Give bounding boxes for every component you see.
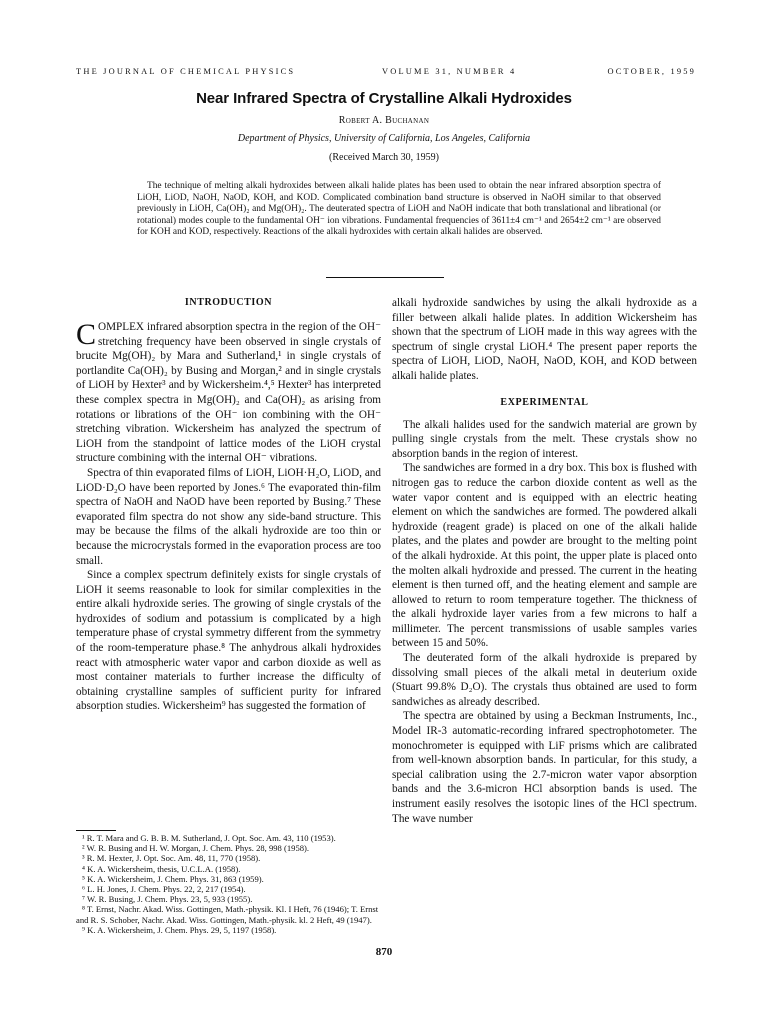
received-date: (Received March 30, 1959): [329, 152, 439, 163]
left-column: [76, 296, 381, 714]
page-number: 870: [375, 946, 393, 958]
footnote: ⁵ K. A. Wickersheim, J. Chem. Phys. 31, 863 (1959).: [82, 873, 264, 884]
paragraph: Spectra of thin evaporated films of LiOH, LiOH·H₂O, LiOD, and LiOD·D₂O have been reported by Jones.⁶ The evaporated thin-film spectra of NaOH and NaOD have been reported by Busing.⁷ These evaporated film spectra do not show any side-band structure. This may be because the films of the alkali hydroxide are too thin or because the microcrystals formed in the evaporation process are too small.: [76, 466, 381, 567]
paragraph-text: OMPLEX infrared absorption spectra in the region of the OH⁻ stretching frequency have been observed in single crystals of brucite Mg(OH)₂ by Mara and Sutherland,¹ in single crystals of portlandite Ca(OH)₂ by Busing and Morgan,² and in single crystals of LiOH by Hexter³ and by Wickersheim.⁴,⁵ Hexter³ has interpreted these complex spectra in Mg(OH)₂ and Ca(OH)₂ as arising from rotations or librations of the OH⁻ ion combining with the OH⁻ stretching vibration. Wickersheim has analyzed the spectrum of LiOH from the standpoint of lattice modes of the LiOH crystal structure combining with the internal OH⁻ vibrations.: [76, 321, 381, 465]
paper-title: Near Infrared Spectra of Crystalline Alkali Hydroxides: [196, 90, 572, 107]
paragraph: The alkali halides used for the sandwich material are grown by pulling single crystals from the melt. These crystals show no absorption bands in the region of interest.: [392, 418, 697, 460]
footnote: ² W. R. Busing and H. W. Morgan, J. Chem. Phys. 28, 998 (1958).: [82, 843, 310, 854]
right-column: [392, 296, 697, 826]
paragraph: The sandwiches are formed in a dry box. This box is flushed with nitrogen gas to reduce the carbon dioxide content as well as the water vapor content and is equipped with an electric heating element on which the sandwiches are formed. The powdered alkali hydroxide (reagent grade) is placed on one of the alkali halide plates, and the plates and powder are brought to the melting point of the alkali hydroxide. At this point, the upper plate is placed onto the molten alkali hydroxide and pressed. The current in the heating element is then turned off, and the heating element and sample are allowed to return to room temperature together. The thickness of the alkali hydroxide layer varies from a few microns to half a millimeter. The percent transmissions of usable samples varies between 15 and 50%.: [392, 462, 697, 650]
footnote: ⁹ K. A. Wickersheim, J. Chem. Phys. 29, 5, 1197 (1958).: [82, 924, 277, 935]
footnote-divider: [76, 830, 116, 831]
abstract: The technique of melting alkali hydroxides between alkali halide plates has been used to obtain the near infrared absorption spectra of LiOH, LiOD, NaOH, NaOD, KOH, and KOD. Complicated combination band structure is observed in NaOH similar to that observed previously in LiOH, Ca(OH)₂ and Mg(OH)₂. The deuterated spectra of LiOH and NaOH indicate that both translational and librational (or rotational) modes couple to the fundamental OH⁻ ion vibrations. Fundamental frequencies of 3611±4 cm⁻¹ and 2654±2 cm⁻¹ are observed for KOH and KOD, respectively. Reactions of the alkali hydroxides with certain alkali halides are observed.: [137, 181, 661, 237]
footnote: ⁸ T. Ernst, Nachr. Akad. Wiss. Gottingen, Math.-physik. Kl. I Heft, 76 (1946); T. Ernst and R. S. Schober, Nachr. Akad. Wiss. Gottingen, Math.-physik. kl. 2 Heft, 49 (1947).: [76, 904, 379, 925]
footnote: ⁶ L. H. Jones, J. Chem. Phys. 22, 2, 217 (1954).: [82, 884, 246, 895]
paragraph: The spectra are obtained by using a Beckman Instruments, Inc., Model IR-3 automatic-recording infrared spectrophotometer. The monochrometer is equipped with LiF prisms which are calibrated from well-known absorption bands. In particular, for this study, a special calibration using the 2.7-micron water vapor absorption bands and the 3.6-micron HCl absorption bands is used. The instrument easily resolves the isotopic lines of the HCl spectrum. The wave number: [392, 710, 697, 825]
issue-date: OCTOBER, 1959: [607, 67, 696, 76]
journal-name: THE JOURNAL OF CHEMICAL PHYSICS: [76, 67, 296, 76]
author-name: Robert A. Buchanan: [338, 115, 430, 126]
footnotes: [76, 830, 381, 935]
section-heading-introduction: INTRODUCTION: [184, 297, 273, 308]
volume-number: VOLUME 31, NUMBER 4: [382, 67, 517, 76]
footnote: ⁷ W. R. Busing, J. Chem. Phys. 23, 5, 933 (1955).: [82, 894, 253, 905]
paragraph: alkali hydroxide sandwiches by using the alkali hydroxide as a filler between alkali halide plates. In addition Wickersheim has shown that the spectrum of LiOH made in this way agrees with the spectrum of single crystal LiOH.⁴ The present paper reports the spectra of LiOH, LiOD, NaOH, NaOD, KOH, and KOD between alkali halide plates.: [392, 297, 697, 382]
footnote: ⁴ K. A. Wickersheim, thesis, U.C.L.A. (1958).: [82, 863, 241, 874]
paragraph: The deuterated form of the alkali hydroxide is prepared by dissolving small pieces of the alkali metal in deuterium oxide (Stuart 99.8% D₂O). The crystals thus obtained are used to form sandwiches as already described.: [392, 652, 697, 708]
section-heading-experimental: EXPERIMENTAL: [500, 396, 589, 408]
paragraph: Since a complex spectrum definitely exists for single crystals of LiOH it seems reasonable to look for similar complexities in the entire alkali hydroxide series. The growing of single crystals of the hydroxides of sodium and potassium is complicated by a high temperature phase of crystal symmetry different from the symmetry of the room-temperature phase.⁸ The anhydrous alkali hydroxides react with atmospheric water vapor and carbon dioxide as well as most container materials to further increase the difficulty of obtaining crystalline samples of sufficient purity for infrared absorption studies. Wickersheim⁹ has suggested the formation of: [76, 569, 381, 713]
drop-cap: C: [76, 318, 97, 351]
paragraph: [76, 320, 381, 466]
running-head: [76, 67, 696, 79]
abstract-divider: [326, 277, 444, 278]
footnote: ³ R. M. Hexter, J. Opt. Soc. Am. 48, 11, 770 (1958).: [82, 853, 261, 864]
author-affiliation: Department of Physics, University of California, Los Angeles, California: [237, 133, 531, 144]
footnote: ¹ R. T. Mara and G. B. B. M. Sutherland, J. Opt. Soc. Am. 43, 110 (1953).: [82, 833, 336, 843]
